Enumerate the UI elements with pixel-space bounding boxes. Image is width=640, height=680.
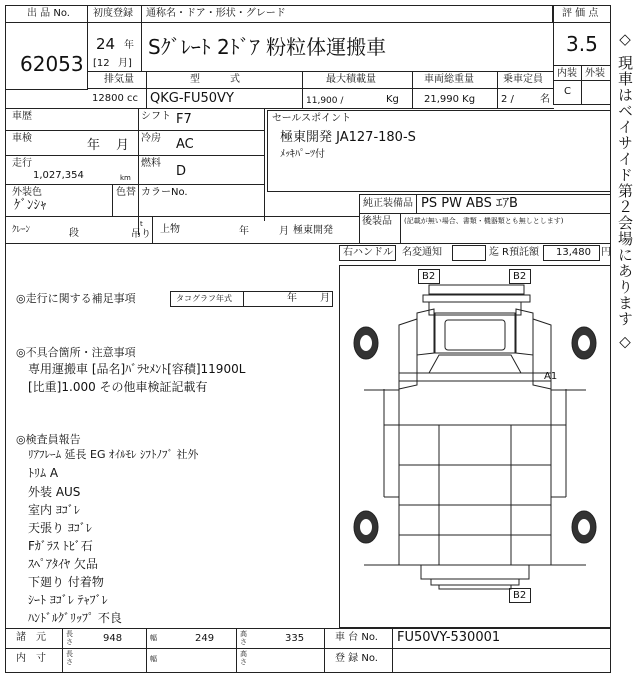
inspector-line-7: ｽﾍﾟｱﾀｲﾔ 欠品 — [28, 557, 98, 571]
recycle-deposit-unit: 円 — [601, 247, 611, 258]
upper-year: 年 — [239, 226, 249, 237]
dims-label: 諸 元 — [16, 632, 46, 643]
right-handle-label: 右ハンドル — [343, 247, 393, 258]
score-value: 3.5 — [566, 32, 598, 56]
specs-row — [87, 71, 554, 89]
model-desc-label: 通称名・ドア・形状・グレード — [146, 8, 286, 19]
inspector-line-9: ｼｰﾄ ﾖｺﾞﾚ ﾃｬﾌﾞﾚ — [28, 593, 108, 607]
name-change-value-cell — [452, 245, 486, 261]
shift-label: シフト — [141, 111, 171, 122]
vehicle-title: Sｸﾞﾚｰﾄ 2ﾄﾞｱ 粉粒体運搬車 — [148, 35, 387, 59]
color-change-label: 色替 — [116, 187, 136, 198]
truck-diagram — [339, 265, 611, 628]
inspector-line-10: ﾊﾝﾄﾞﾙｸﾞﾘｯﾌﾟ 不良 — [28, 611, 122, 625]
damage-mark-front-left-label: B2 — [422, 271, 436, 282]
reg-year: 24 — [96, 35, 116, 53]
name-change-limit: 迄 — [489, 247, 499, 258]
run-notes-label: ◎走行に関する補足事項 — [16, 292, 136, 305]
max-load-label: 最大積載量 — [326, 74, 376, 85]
score-label: 評 価 点 — [562, 8, 599, 19]
registration-label: 登 録 No. — [335, 653, 378, 664]
fuel-value: D — [176, 164, 187, 179]
damage-mark-side: A1 — [544, 371, 558, 382]
inspection-month-unit: 月 — [116, 138, 130, 153]
length-value: 948 — [103, 633, 123, 644]
crane-ton: t — [140, 220, 143, 228]
ac-label: 冷房 — [141, 133, 161, 144]
crane-label: ｸﾚｰﾝ — [12, 225, 31, 235]
inner-length-label: 長さ — [66, 650, 73, 666]
color-no-label: カラーNo. — [141, 187, 188, 198]
shift-value: F7 — [176, 112, 192, 127]
capacity-value: 2 / — [501, 94, 514, 105]
interior-grade: C — [564, 86, 571, 97]
exterior-label: 外装 — [585, 68, 605, 79]
chassis-value: FU50VY-530001 — [397, 630, 501, 645]
upper-maker: 極東開発 — [293, 225, 333, 236]
equipment-items: PS PW ABS ｴｱB — [421, 196, 518, 211]
height-label: 高さ — [240, 630, 247, 646]
gross-weight-value: 21,990 Kg — [424, 94, 476, 105]
reg-month-unit: 月] — [118, 58, 132, 69]
inspector-line-3: 外装 AUS — [28, 485, 81, 499]
defect-label: ◎不具合箇所・注意事項 — [16, 346, 136, 359]
inner-dims-label: 内 寸 — [16, 653, 46, 664]
width-label: 幅 — [150, 634, 157, 642]
ac-value: AC — [176, 137, 194, 152]
mileage-label: 走行 — [12, 158, 32, 169]
aftermarket-note: (記載が無い場合、書類・機器類とも無しとします) — [404, 217, 564, 225]
displacement-value: 12800 cc — [92, 93, 138, 104]
mileage-value: 1,027,354 — [33, 170, 84, 181]
aftermarket-label: 後装品 — [362, 216, 392, 227]
max-load-unit: Kg — [386, 94, 399, 105]
height-value: 335 — [285, 633, 305, 644]
length-label: 長さ — [66, 630, 73, 646]
type-label: 型 式 — [190, 74, 240, 85]
mileage-unit: km — [120, 174, 131, 182]
lot-number: 62053 — [20, 52, 84, 76]
inspector-line-5: 天張り ﾖｺﾞﾚ — [28, 521, 92, 535]
defect-line-2: [比重]1.000 その他車検証記載有 — [28, 380, 208, 394]
color-value: ｹﾞﾝｼｬ — [14, 198, 47, 213]
defect-line-1: 専用運搬車 [品名]ﾊﾞﾗｾﾒﾝﾄ[容積]11900L — [28, 362, 246, 376]
side-notice: ◇ 現車はベイサイド第２会場にあります ◇ — [616, 30, 634, 352]
reg-year-unit: 年 — [124, 40, 134, 51]
upper-label: 上物 — [160, 224, 180, 235]
history-label: 車歴 — [12, 111, 32, 122]
inspection-label: 車検 — [12, 133, 32, 144]
inspector-line-4: 室内 ﾖｺﾞﾚ — [28, 503, 80, 517]
inspector-line-2: ﾄﾘﾑ A — [28, 466, 59, 480]
exterior-grade-cell — [581, 80, 611, 105]
first-reg-label: 初度登録 — [93, 8, 133, 19]
inspector-line-6: Fｶﾞﾗｽ ﾄﾋﾞ石 — [28, 539, 93, 553]
tachograph-month: 月 — [320, 293, 330, 304]
color-label: 外装色 — [12, 187, 42, 198]
inspector-line-8: 下廻り 付着物 — [28, 575, 104, 589]
crane-stage: 段 — [69, 228, 79, 239]
gross-weight-label: 車両総重量 — [424, 74, 474, 85]
recycle-deposit-label: R預託額 — [502, 247, 539, 258]
sales-point-line2: ﾒｯｷﾊﾟｰﾂ付 — [280, 149, 325, 160]
inner-height-label: 高さ — [240, 650, 247, 666]
inspector-label: ◎検査員報告 — [16, 433, 81, 446]
fuel-label: 燃料 — [141, 158, 161, 169]
model-code: QKG-FU50VY — [150, 91, 234, 106]
tachograph-year: 年 — [287, 293, 297, 304]
lot-label: 出 品 No. — [27, 8, 70, 19]
recycle-deposit-value: 13,480 — [556, 247, 591, 258]
width-value: 249 — [195, 633, 215, 644]
inspector-line-1: ﾘｱﾌﾚｰﾑ 延長 EG ｵｲﾙﾓﾚ ｼﾌﾄﾉﾌﾞ 社外 — [28, 448, 199, 461]
sales-point-line1: 極東開発 JA127-180-S — [280, 130, 416, 145]
capacity-label: 乗車定員 — [503, 74, 543, 85]
chassis-label: 車 台 No. — [335, 632, 378, 643]
inner-width-label: 幅 — [150, 655, 157, 663]
max-load-value: 11,900 / — [306, 96, 344, 106]
equipment-label: 純正装備品 — [363, 198, 413, 209]
inspection-year-unit: 年 — [87, 138, 101, 153]
upper-month: 月 — [279, 226, 289, 237]
interior-label: 内装 — [557, 68, 577, 79]
reg-month: [12 — [93, 58, 110, 69]
tachograph-label: タコグラフ年式 — [176, 294, 232, 303]
displacement-label: 排気量 — [104, 74, 134, 85]
damage-mark-front-right-label: B2 — [513, 271, 527, 282]
crane-lift: 吊り — [131, 229, 151, 240]
name-change-label: 名変通知 — [402, 247, 442, 258]
damage-mark-rear-label: B2 — [513, 590, 527, 601]
sales-point-label: セールスポイント — [272, 113, 352, 124]
capacity-unit: 名 — [540, 94, 550, 105]
